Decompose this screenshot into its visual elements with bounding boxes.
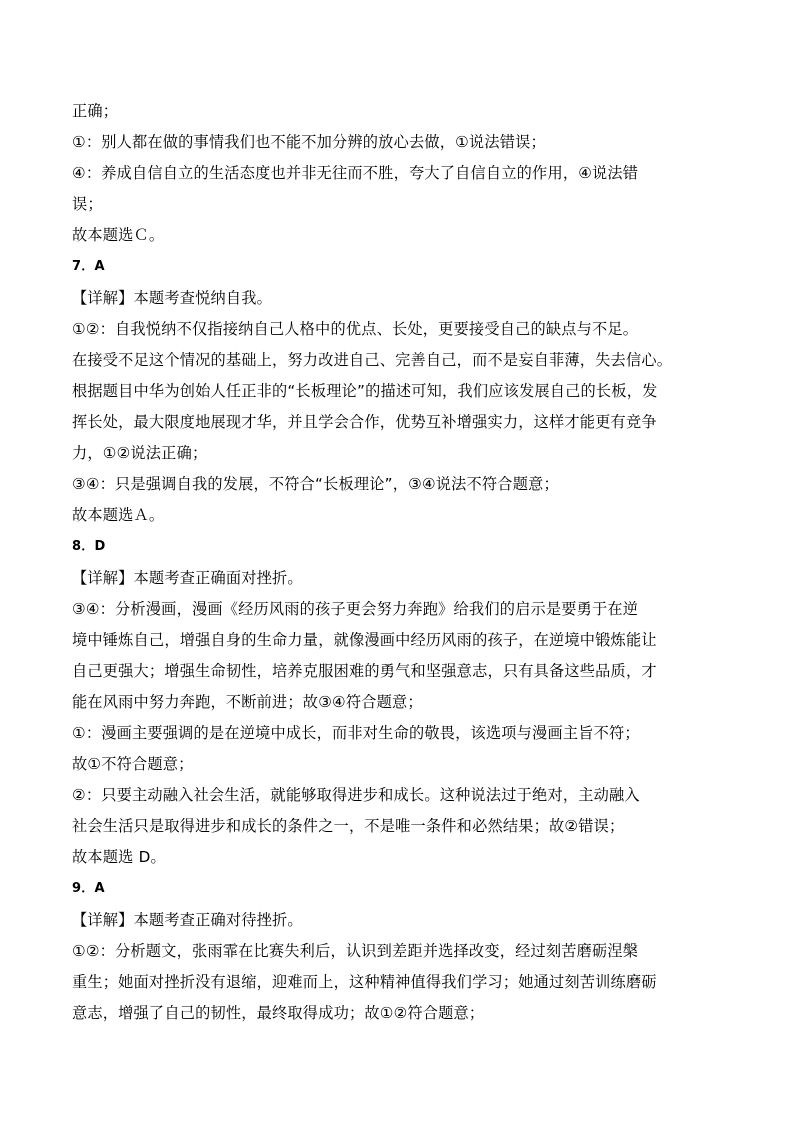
text-line: ①②：自我悦纳不仅指接纳自己人格中的优点、长处，更要接受自己的缺点与不足。 xyxy=(72,320,639,338)
text-line: ③④：只是强调自我的发展，不符合“长板理论”，③④说法不符合题意； xyxy=(72,475,559,493)
text-line: 重生；她面对挫折没有退缩，迎难而上，这种精神值得我们学习；她通过刻苦训练磨砺 xyxy=(72,973,657,991)
text-line: ①②：分析题文，张雨霏在比赛失利后，认识到差距并选择改变，经过刻苦磨砺涅槃 xyxy=(72,942,639,960)
text-line: 能在风雨中努力奔跑，不断前进；故③④符合题意； xyxy=(72,693,423,711)
text-line: 社会生活只是取得进步和成长的条件之一，不是唯一条件和必然结果；故②错误； xyxy=(72,817,625,835)
question-number: 8．D xyxy=(72,539,106,554)
text-line: 挥长处，最大限度地展现才华，并且学会合作，优势互补增强实力，这样才能更有竞争 xyxy=(72,413,657,431)
text-line: 故①不符合题意； xyxy=(72,755,194,773)
text-line: ①：别人都在做的事情我们也不能不加分辨的放心去做，①说法错误； xyxy=(72,133,546,151)
text-line: 力，①②说法正确； xyxy=(72,444,208,462)
text-line: 【详解】本题考查正确面对挫折。 xyxy=(72,569,303,587)
text-line: 境中锤炼自己，增强自身的生命力量，就像漫画中经历风雨的孩子，在逆境中锻炼能让 xyxy=(72,631,657,649)
text-line: 故本题选Ｃ。 xyxy=(72,226,165,244)
text-line: 正确； xyxy=(72,102,119,120)
question-number: 7．A xyxy=(72,259,105,274)
text-line: 【详解】本题考查悦纳自我。 xyxy=(72,289,273,307)
text-line: ①：漫画主要强调的是在逆境中成长，而非对生命的敬畏，该选项与漫画主旨不符； xyxy=(72,724,640,742)
text-line: 故本题选 D。 xyxy=(72,848,166,866)
text-line: ④：养成自信自立的生活态度也并非无往而不胜，夸大了自信自立的作用，④说法错 xyxy=(72,164,639,182)
text-line: 误； xyxy=(72,195,103,213)
text-line: 根据题目中华为创始人任正非的“长板理论”的描述可知，我们应该发展自己的长板，发 xyxy=(72,382,658,400)
text-line: 意志，增强了自己的韧性，最终取得成功；故①②符合题意； xyxy=(72,1004,485,1022)
question-number: 9．A xyxy=(72,881,105,896)
text-line: 【详解】本题考查正确对待挫折。 xyxy=(72,911,303,929)
text-line: ②：只要主动融入社会生活，就能够取得进步和成长。这种说法过于绝对，主动融入 xyxy=(72,786,640,804)
text-line: 在接受不足这个情况的基础上，努力改进自己、完善自己，而不是妄自菲薄，失去信心。 xyxy=(72,351,673,369)
text-line: ③④：分析漫画，漫画《经历风雨的孩子更会努力奔跑》给我们的启示是要勇于在逆 xyxy=(72,600,639,618)
text-line: 故本题选Ａ。 xyxy=(72,506,165,524)
text-line: 自己更强大；增强生命韧性，培养克服困难的勇气和坚强意志，只有具备这些品质，才 xyxy=(72,662,657,680)
